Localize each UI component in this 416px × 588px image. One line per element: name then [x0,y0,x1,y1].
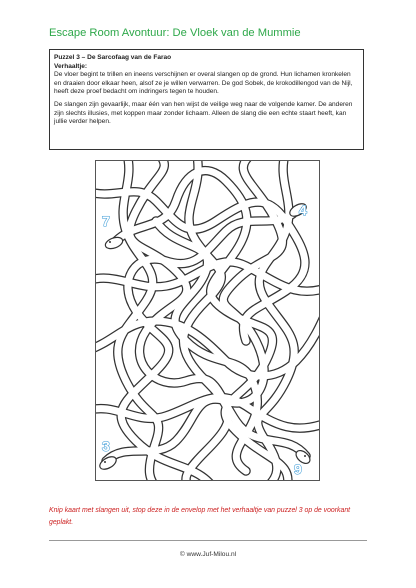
cut-instruction: Knip kaart met slangen uit, stop deze in de envelop met het verhaaltje van puzzel 3 op de voorkant geplakt. [49,507,351,526]
story-box [49,49,364,150]
story-heading: Verhaaltje: [54,62,88,70]
story-paragraph-2: De slangen zijn gevaarlijk, maar één van hen wijst de veilige weg naar de volgende kamer. De anderen zijn slechts illusies, met koppen maar zonder lichaam. Alleen de slang die een echte staart heeft, kan jullie verder helpen. [54,100,353,126]
snake-maze-drawing [96,161,320,481]
footer-copyright: © www.Juf-Milou.nl [179,551,237,558]
snake-number-9: 9 [294,461,302,477]
puzzle-title: Puzzel 3 – De Sarcofaag van de Farao [54,54,172,61]
snake-maze-illustration [95,160,320,481]
snake-number-4: 4 [299,202,307,218]
story-paragraph-1: De vloer begint te trillen en ineens verschijnen er overal slangen op de grond. Hun lichamen kronkelen en draaien door elkaar heen, alsof ze je willen verwarren. De god Sobek, de krokodillengod van de Nijl, heeft deze proef bedacht om indringers tegen te houden. [54,71,353,96]
snake-number-7: 7 [102,213,110,229]
snake-number-3: 3 [102,438,110,454]
page-title: Escape Room Avontuur: De Vloek van de Mummie [49,27,301,39]
footer-divider [49,540,367,541]
